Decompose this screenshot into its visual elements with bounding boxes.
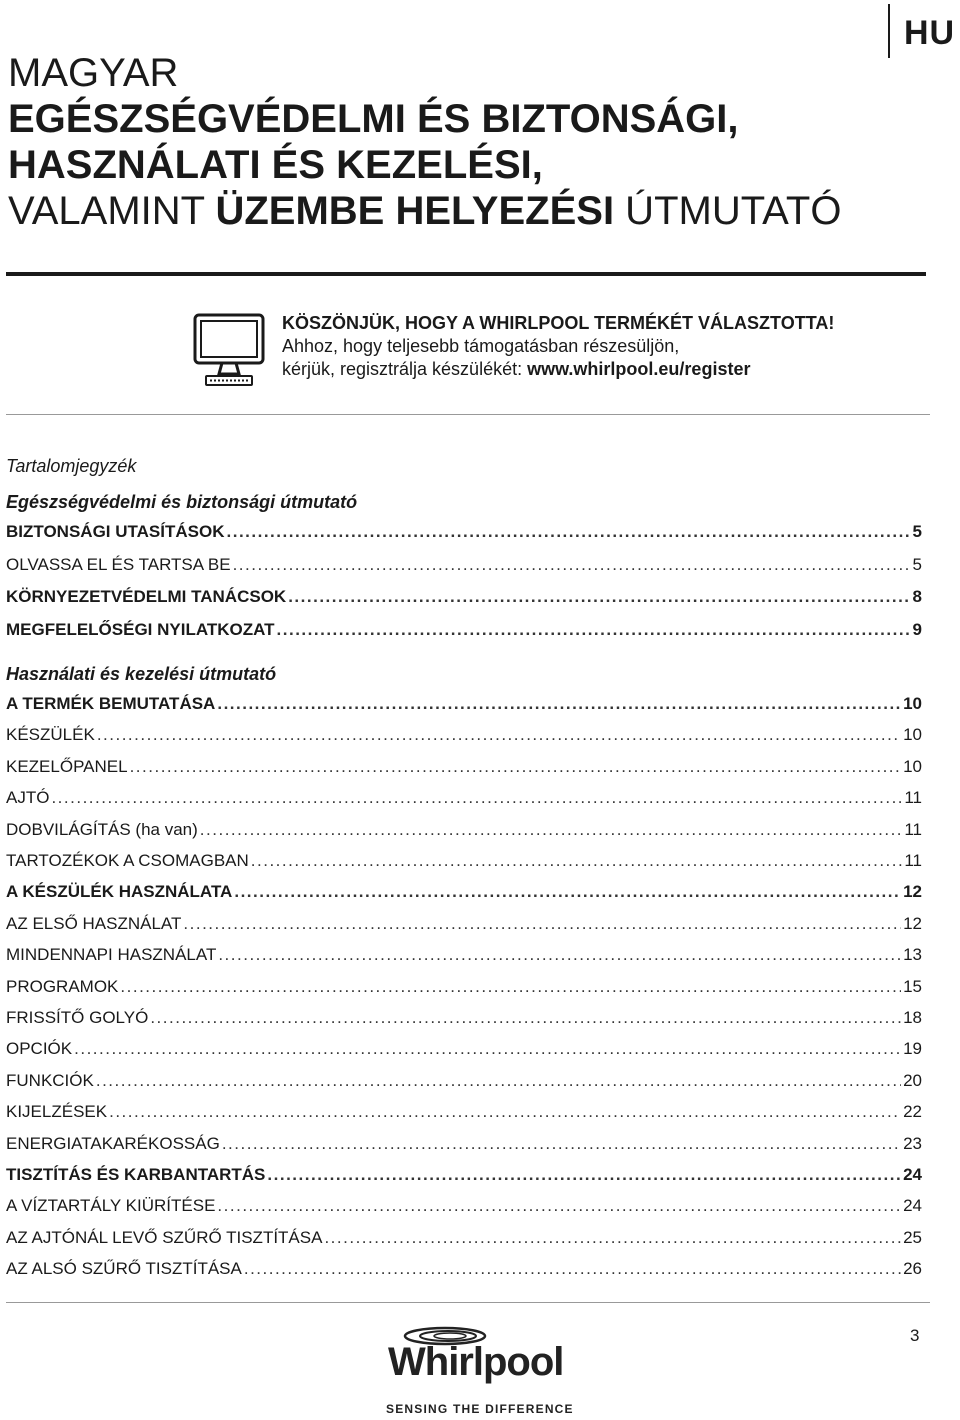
- logo-wordmark: Whirlpool: [388, 1340, 564, 1384]
- toc-entry-page: 24: [903, 1165, 922, 1184]
- toc-entry[interactable]: [6, 977, 922, 1001]
- toc-entry-page: 11: [904, 851, 922, 870]
- toc-leader-dots: [74, 1039, 901, 1059]
- toc-entry[interactable]: [6, 1196, 922, 1220]
- section-divider: [6, 414, 930, 415]
- page-number: 3: [910, 1326, 920, 1345]
- toc-entry-page: 23: [903, 1133, 922, 1153]
- language-code: HU: [904, 14, 956, 52]
- registration-line-1: Ahhoz, hogy teljesebb támogatásban részesüljön,: [282, 336, 680, 356]
- toc-entry-page: 12: [903, 913, 922, 933]
- toc-entry[interactable]: [6, 788, 922, 812]
- toc-leader-dots: [324, 1228, 901, 1248]
- toc-entry-page: 8: [912, 587, 922, 606]
- toc-leader-dots: [234, 882, 901, 902]
- toc-entry[interactable]: [6, 694, 922, 718]
- toc-entry-title: DOBVILÁGÍTÁS (ha van): [6, 819, 198, 839]
- registration-url-link[interactable]: www.whirlpool.eu/register: [527, 359, 751, 379]
- toc-entry[interactable]: [6, 1102, 922, 1126]
- toc-leader-dots: [288, 587, 910, 607]
- toc-leader-dots: [51, 788, 902, 808]
- toc-entry-title: A TERMÉK BEMUTATÁSA: [6, 694, 216, 713]
- title-line-2: EGÉSZSÉGVÉDELMI ÉS BIZTONSÁGI,: [8, 97, 739, 141]
- toc-entry-page: 19: [903, 1039, 922, 1059]
- toc-section-safety: Egészségvédelmi és biztonsági útmutató: [6, 492, 358, 512]
- toc-entry[interactable]: [6, 914, 922, 938]
- toc-entry-title: FUNKCIÓK: [6, 1070, 94, 1090]
- toc-entry[interactable]: [6, 620, 922, 644]
- toc-entry-page: 10: [903, 725, 922, 745]
- toc-entry-title: A VÍZTARTÁLY KIÜRÍTÉSE: [6, 1196, 216, 1216]
- toc-leader-dots: [277, 620, 911, 640]
- toc-entry-title: OLVASSA EL ÉS TARTSA BE: [6, 554, 231, 574]
- toc-entry-page: 26: [903, 1259, 922, 1279]
- toc-entry[interactable]: [6, 1039, 922, 1063]
- toc-entry-page: 22: [903, 1102, 922, 1122]
- language-divider: [888, 4, 890, 58]
- toc-leader-dots: [96, 1071, 901, 1091]
- toc-entry-page: 18: [903, 1008, 922, 1027]
- title-line-4-a: VALAMINT: [8, 189, 216, 233]
- toc-leader-dots: [222, 1134, 901, 1154]
- toc-entry-title: MEGFELELŐSÉGI NYILATKOZAT: [6, 619, 275, 639]
- toc-entry[interactable]: [6, 1008, 922, 1032]
- toc-entry[interactable]: [6, 555, 922, 579]
- toc-entry[interactable]: [6, 1165, 922, 1189]
- registration-text: [282, 312, 834, 381]
- toc-entry-title: TARTOZÉKOK A CSOMAGBAN: [6, 851, 249, 870]
- toc-entry-title: AZ ELSŐ HASZNÁLAT: [6, 913, 182, 933]
- toc-entry-page: 9: [912, 619, 922, 639]
- whirlpool-logo: [380, 1322, 574, 1420]
- toc-entry-page: 5: [912, 554, 922, 574]
- toc-entry[interactable]: [6, 757, 922, 781]
- toc-entry-title: KÉSZÜLÉK: [6, 725, 95, 745]
- footer-divider: [6, 1302, 930, 1303]
- toc-entry-title: KIJELZÉSEK: [6, 1102, 108, 1122]
- toc-entry-title: BIZTONSÁGI UTASÍTÁSOK: [6, 522, 225, 541]
- toc-entry[interactable]: [6, 882, 922, 906]
- toc-leader-dots: [183, 914, 901, 934]
- toc-entry[interactable]: [6, 1071, 922, 1095]
- registration-line-2-text: kérjük, regisztrálja készülékét:: [282, 359, 528, 379]
- toc-leader-dots: [233, 555, 911, 575]
- toc-entry-title: KEZELŐPANEL: [6, 756, 128, 776]
- toc-entry-page: 20: [903, 1070, 922, 1090]
- registration-box: [192, 312, 932, 392]
- toc-leader-dots: [200, 820, 903, 840]
- toc-leader-dots: [217, 1196, 901, 1216]
- toc-entry-title: A KÉSZÜLÉK HASZNÁLATA: [6, 882, 233, 902]
- toc-entry-page: 13: [903, 945, 922, 965]
- toc-entry-title: FRISSÍTŐ GOLYÓ: [6, 1008, 149, 1027]
- toc-entry-title: AJTÓ: [6, 788, 50, 808]
- toc-entry-page: 11: [904, 788, 922, 808]
- toc-leader-dots: [227, 522, 911, 542]
- toc-leader-dots: [109, 1102, 901, 1122]
- page-title: [8, 50, 841, 234]
- toc-entry[interactable]: [6, 1259, 922, 1283]
- toc-entry[interactable]: [6, 945, 922, 969]
- toc-leader-dots: [120, 977, 901, 997]
- toc-entry-page: 15: [903, 976, 922, 996]
- toc-entry-title: KÖRNYEZETVÉDELMI TANÁCSOK: [6, 587, 287, 606]
- title-line-4-c: ÚTMUTATÓ: [614, 189, 842, 233]
- title-language: MAGYAR: [8, 51, 179, 95]
- toc-entry-page: 5: [912, 522, 922, 541]
- toc-heading: Tartalomjegyzék: [6, 456, 137, 476]
- toc-entry[interactable]: [6, 1228, 922, 1252]
- title-line-4-b: ÜZEMBE HELYEZÉSI: [215, 189, 615, 233]
- toc-entry-title: TISZTÍTÁS ÉS KARBANTARTÁS: [6, 1165, 266, 1184]
- toc-leader-dots: [244, 1259, 901, 1279]
- toc-entry-title: OPCIÓK: [6, 1039, 73, 1059]
- monitor-icon: [192, 312, 266, 388]
- toc-leader-dots: [150, 1008, 901, 1028]
- toc-entry[interactable]: [6, 725, 922, 749]
- logo-tagline: SENSING THE DIFFERENCE: [386, 1402, 574, 1416]
- toc-leader-dots: [130, 757, 902, 777]
- toc-entry-page: 10: [903, 694, 922, 713]
- title-line-3: HASZNÁLATI ÉS KEZELÉSI,: [8, 143, 543, 187]
- toc-leader-dots: [97, 725, 901, 745]
- title-rule: [6, 272, 926, 276]
- toc-entry[interactable]: [6, 587, 922, 611]
- toc-entry-title: AZ AJTÓNÁL LEVŐ SZŰRŐ TISZTÍTÁSA: [6, 1227, 323, 1247]
- registration-heading: KÖSZÖNJÜK, HOGY A WHIRLPOOL TERMÉKÉT VÁLASZTOTTA!: [282, 313, 835, 333]
- toc-section-usage: Használati és kezelési útmutató: [6, 664, 277, 684]
- toc-entry[interactable]: [6, 1134, 922, 1158]
- toc-entry-page: 12: [903, 882, 922, 902]
- toc-leader-dots: [217, 694, 901, 714]
- toc-entry-page: 25: [903, 1227, 922, 1247]
- toc-entry-title: PROGRAMOK: [6, 976, 119, 996]
- toc-entry-page: 24: [903, 1196, 922, 1216]
- title-line-4: [8, 188, 841, 234]
- registration-line-2: [282, 358, 834, 381]
- toc-entry-page: 11: [904, 819, 922, 839]
- toc-entry[interactable]: [6, 522, 922, 546]
- toc-leader-dots: [267, 1165, 901, 1185]
- toc-leader-dots: [218, 945, 901, 965]
- toc-entry[interactable]: [6, 820, 922, 844]
- toc-leader-dots: [251, 851, 903, 871]
- toc-entry-page: 10: [903, 756, 922, 776]
- toc-entry[interactable]: [6, 851, 922, 875]
- toc-entry-title: ENERGIATAKARÉKOSSÁG: [6, 1133, 220, 1153]
- toc-entry-title: AZ ALSÓ SZŰRŐ TISZTÍTÁSA: [6, 1259, 242, 1279]
- toc-entry-title: MINDENNAPI HASZNÁLAT: [6, 945, 217, 965]
